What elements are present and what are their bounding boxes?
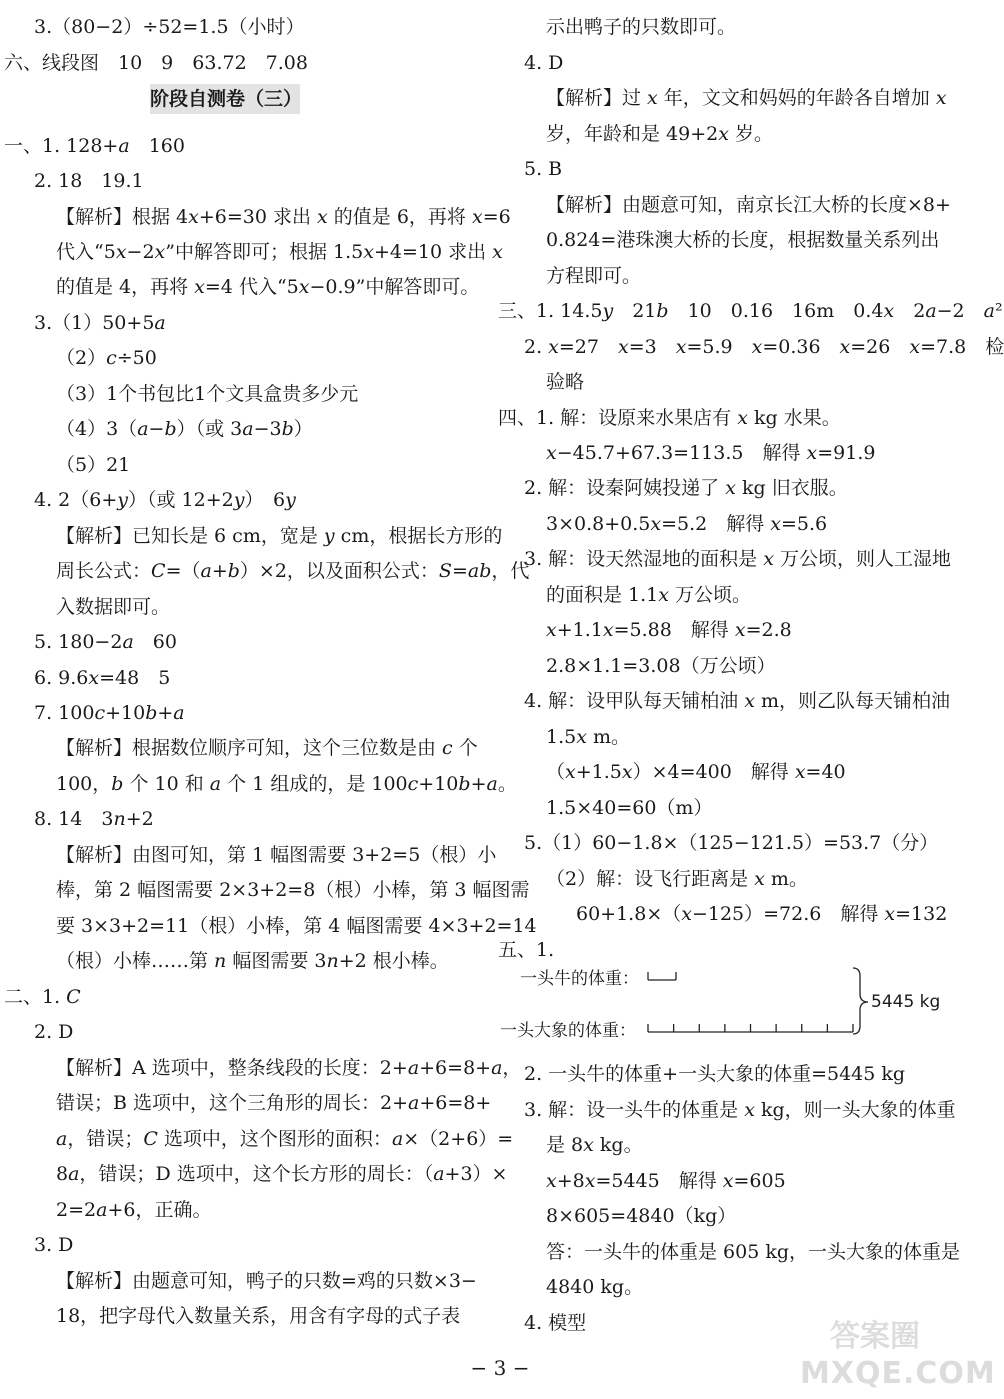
right-text-line: （x+1.5x）×4=400 解得 x=40 bbox=[546, 761, 846, 783]
left-text-line: 5. 180−2a 60 bbox=[34, 631, 177, 653]
left-text-line: 100，b 个 10 和 a 个 1 组成的，是 100c+10b+a。 bbox=[56, 773, 517, 795]
left-text-line: 3.（1）50+5a bbox=[34, 312, 166, 334]
total-weight-label: 5445 kg bbox=[871, 992, 941, 1012]
left-text-line: 8. 14 3n+2 bbox=[34, 808, 154, 830]
left-text-line: （3）1个书包比1个文具盒贵多少元 bbox=[56, 383, 359, 405]
section-title: 阶段自测卷（三） bbox=[150, 84, 300, 114]
left-text-line: 8a，错误；D 选项中，这个长方形的周长：（a+3）× bbox=[56, 1163, 508, 1185]
right-text-line: 方程即可。 bbox=[546, 265, 642, 287]
left-text-line: 二、1. C bbox=[4, 986, 81, 1008]
right-text-line: （2）解：设飞行距离是 x m。 bbox=[546, 868, 808, 890]
elephant-weight-label: 一头大象的体重： bbox=[500, 1021, 636, 1041]
right-text-line: 2. 一头牛的体重+一头大象的体重=5445 kg bbox=[524, 1063, 906, 1085]
right-text-line: 4. 解：设甲队每天铺柏油 x m，则乙队每天铺柏油 bbox=[524, 690, 951, 712]
left-text-line: 错误；B 选项中，这个三角形的周长：2+a+6=8+ bbox=[56, 1092, 492, 1114]
right-text-line: 2.8×1.1=3.08（万公顷） bbox=[546, 655, 776, 677]
right-text-line: 4. D bbox=[524, 52, 564, 74]
left-text-line: 2=2a+6，正确。 bbox=[56, 1199, 212, 1221]
right-text-line: x+1.1x=5.88 解得 x=2.8 bbox=[546, 619, 792, 641]
left-text-line: 【解析】根据 4x+6=30 求出 x 的值是 6，再将 x=6 bbox=[56, 206, 511, 228]
right-text-line: x−45.7+67.3=113.5 解得 x=91.9 bbox=[546, 442, 876, 464]
left-text-line: 4. 2（6+y）（或 12+2y） 6y bbox=[34, 489, 296, 511]
left-text-line: 六、线段图 10 9 63.72 7.08 bbox=[4, 52, 308, 74]
left-text-line: 周长公式：C=（a+b）×2，以及面积公式：S=ab，代 bbox=[56, 560, 530, 582]
right-text-line: 三、1. 14.5y 21b 10 0.16 16m 0.4x 2a−2 a² bbox=[498, 300, 1003, 322]
right-text-line: 3. 解：设一头牛的体重是 x kg，则一头大象的体重 bbox=[524, 1099, 956, 1121]
watermark-logo bbox=[800, 1311, 996, 1391]
right-text-line: 5. B bbox=[524, 158, 563, 180]
right-text-line: 四、1. 解：设原来水果店有 x kg 水果。 bbox=[498, 407, 841, 429]
right-text-line: 示出鸭子的只数即可。 bbox=[546, 16, 737, 38]
right-text-line: x+8x=5445 解得 x=605 bbox=[546, 1170, 786, 1192]
left-text-line: 6. 9.6x=48 5 bbox=[34, 667, 171, 689]
line-segment-diagram bbox=[498, 958, 968, 1048]
left-text-line: 代入“5x−2x”中解答即可；根据 1.5x+4=10 求出 x bbox=[56, 241, 503, 263]
left-text-line: 的值是 4，再将 x=4 代入“5x−0.9”中解答即可。 bbox=[56, 276, 480, 298]
left-text-line: （4）3（a−b）（或 3a−3b） bbox=[56, 418, 313, 440]
right-text-line: 3. 解：设天然湿地的面积是 x 万公顷，则人工湿地 bbox=[524, 548, 951, 570]
right-text-line: 答：一头牛的体重是 605 kg，一头大象的体重是 bbox=[546, 1241, 961, 1263]
left-text-line: 要 3×3+2=11（根）小棒，第 4 幅图需要 4×3+2=14 bbox=[56, 915, 537, 937]
left-text-line: （根）小棒……第 n 幅图需要 3n+2 根小棒。 bbox=[56, 950, 449, 972]
right-text-line: 3×0.8+0.5x=5.2 解得 x=5.6 bbox=[546, 513, 828, 535]
right-text-line: 的面积是 1.1x 万公顷。 bbox=[546, 584, 752, 606]
right-text-line: 1.5x m。 bbox=[546, 726, 631, 748]
left-text-line: 入数据即可。 bbox=[56, 596, 171, 618]
left-text-line: 【解析】由题意可知，鸭子的只数=鸡的只数×3− bbox=[56, 1270, 477, 1292]
left-text-line: 一、1. 128+a 160 bbox=[4, 135, 185, 157]
right-text-line: 2. x=27 x=3 x=5.9 x=0.36 x=26 x=7.8 检 bbox=[524, 336, 1004, 358]
right-text-line: 5.（1）60−1.8×（125−121.5）=53.7（分） bbox=[524, 832, 939, 854]
watermark-text-top: 答案圈 bbox=[830, 1319, 920, 1354]
left-text-line: 【解析】已知长是 6 cm，宽是 y cm，根据长方形的 bbox=[56, 525, 503, 547]
left-text-line: （5）21 bbox=[56, 454, 131, 476]
left-text-line: 【解析】A 选项中，整条线段的长度：2+a+6=8+a， bbox=[56, 1057, 522, 1079]
right-text-line: 是 8x kg。 bbox=[546, 1134, 643, 1156]
right-text-line: 【解析】由题意可知，南京长江大桥的长度×8+ bbox=[546, 194, 951, 216]
right-text-line: 8×605=4840（kg） bbox=[546, 1205, 737, 1227]
cow-weight-label: 一头牛的体重： bbox=[520, 969, 639, 989]
right-text-line: 五、1. bbox=[498, 939, 555, 961]
left-text-line: 【解析】根据数位顺序可知，这个三位数是由 c 个 bbox=[56, 737, 478, 759]
left-text-line: 7. 100c+10b+a bbox=[34, 702, 185, 724]
page-number: − 3 − bbox=[470, 1356, 530, 1380]
left-text-line: 棒，第 2 幅图需要 2×3+2=8（根）小棒，第 3 幅图需 bbox=[56, 879, 530, 901]
left-text-line: 2. 18 19.1 bbox=[34, 170, 144, 192]
right-text-line: 0.824=港珠澳大桥的长度，根据数量关系列出 bbox=[546, 229, 940, 251]
left-text-line: 3. D bbox=[34, 1234, 74, 1256]
left-text-line: 18，把字母代入数量关系，用含有字母的式子表 bbox=[56, 1305, 461, 1327]
left-text-line: （2）c÷50 bbox=[56, 347, 157, 369]
right-text-line: 2. 解：设秦阿姨投递了 x kg 旧衣服。 bbox=[524, 477, 848, 499]
right-text-line: 验略 bbox=[546, 371, 585, 393]
right-text-line: 1.5×40=60（m） bbox=[546, 797, 713, 819]
left-text-line: 2. D bbox=[34, 1021, 74, 1043]
right-text-line: 岁，年龄和是 49+2x 岁。 bbox=[546, 123, 773, 145]
right-text-line: 4840 kg。 bbox=[546, 1276, 644, 1298]
right-text-line: 4. 模型 bbox=[524, 1312, 587, 1334]
right-text-line: 【解析】过 x 年，文文和妈妈的年龄各自增加 x bbox=[546, 87, 947, 109]
left-text-line: a，错误；C 选项中，这个图形的面积：a×（2+6）= bbox=[56, 1128, 514, 1150]
left-text-line: 【解析】由图可知，第 1 幅图需要 3+2=5（根）小 bbox=[56, 844, 497, 866]
watermark-text-bottom: MXQE.COM bbox=[800, 1356, 996, 1391]
right-text-line: 60+1.8×（x−125）=72.6 解得 x=132 bbox=[576, 903, 948, 925]
left-text-line: 3.（80−2）÷52=1.5（小时） bbox=[34, 16, 305, 38]
